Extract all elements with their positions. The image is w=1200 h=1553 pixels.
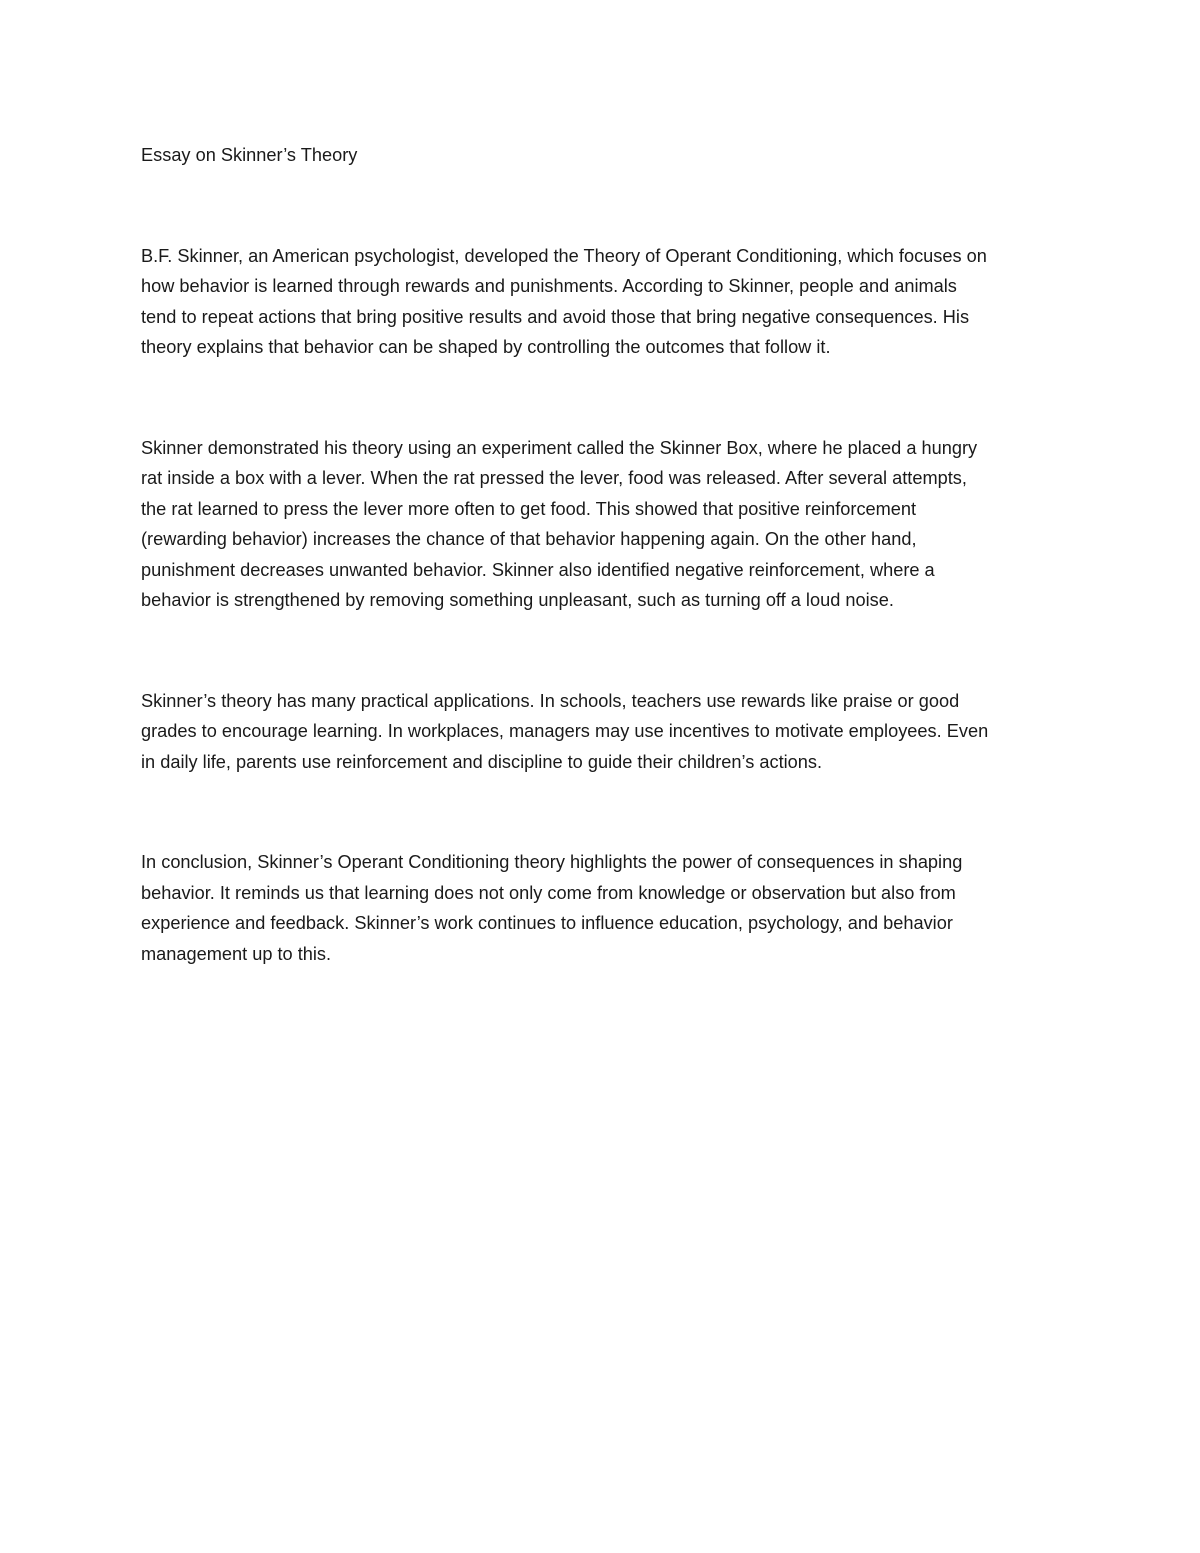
text-line: experience and feedback. Skinner’s work continues to influence education, psychology, and behavior [141,913,953,933]
text-line: how behavior is learned through rewards and punishments. According to Skinner, people and animals [141,276,957,296]
paragraph-introduction [141,241,1061,363]
text-line: rat inside a box with a lever. When the rat pressed the lever, food was released. After several attempts, [141,468,967,488]
text-line: (rewarding behavior) increases the chance of that behavior happening again. On the other hand, [141,529,917,549]
text-line: Skinner demonstrated his theory using an experiment called the Skinner Box, where he placed a hungry [141,437,978,458]
document-body [141,140,1061,969]
text-line: theory explains that behavior can be shaped by controlling the outcomes that follow it. [141,337,831,357]
text-line: management up to this. [141,943,332,964]
text-line: B.F. Skinner, an American psychologist, developed the Theory of Operant Conditioning, which focuses on [141,245,987,266]
text-line: In conclusion, Skinner’s Operant Conditioning theory highlights the power of consequences in shaping [141,852,963,872]
text-line: grades to encourage learning. In workplaces, managers may use incentives to motivate employees. Even [141,721,989,741]
text-line: the rat learned to press the lever more often to get food. This showed that positive reinforcement [141,498,917,519]
text-line: in daily life, parents use reinforcement and discipline to guide their children’s actions. [141,751,823,772]
text-line: Skinner’s theory has many practical applications. In schools, teachers use rewards like praise or good [141,690,960,711]
paragraph-skinner-box [141,433,1061,616]
text-line: punishment decreases unwanted behavior. Skinner also identified negative reinforcement, where a [141,559,935,580]
paragraph-conclusion [141,847,1061,969]
document-title: Essay on Skinner’s Theory [141,145,358,165]
text-line: behavior. It reminds us that learning does not only come from knowledge or observation but also from [141,882,956,903]
text-line: behavior is strengthened by removing something unpleasant, such as turning off a loud noise. [141,590,894,610]
text-line: tend to repeat actions that bring positive results and avoid those that bring negative consequences. His [141,306,970,327]
paragraph-applications [141,686,1061,778]
